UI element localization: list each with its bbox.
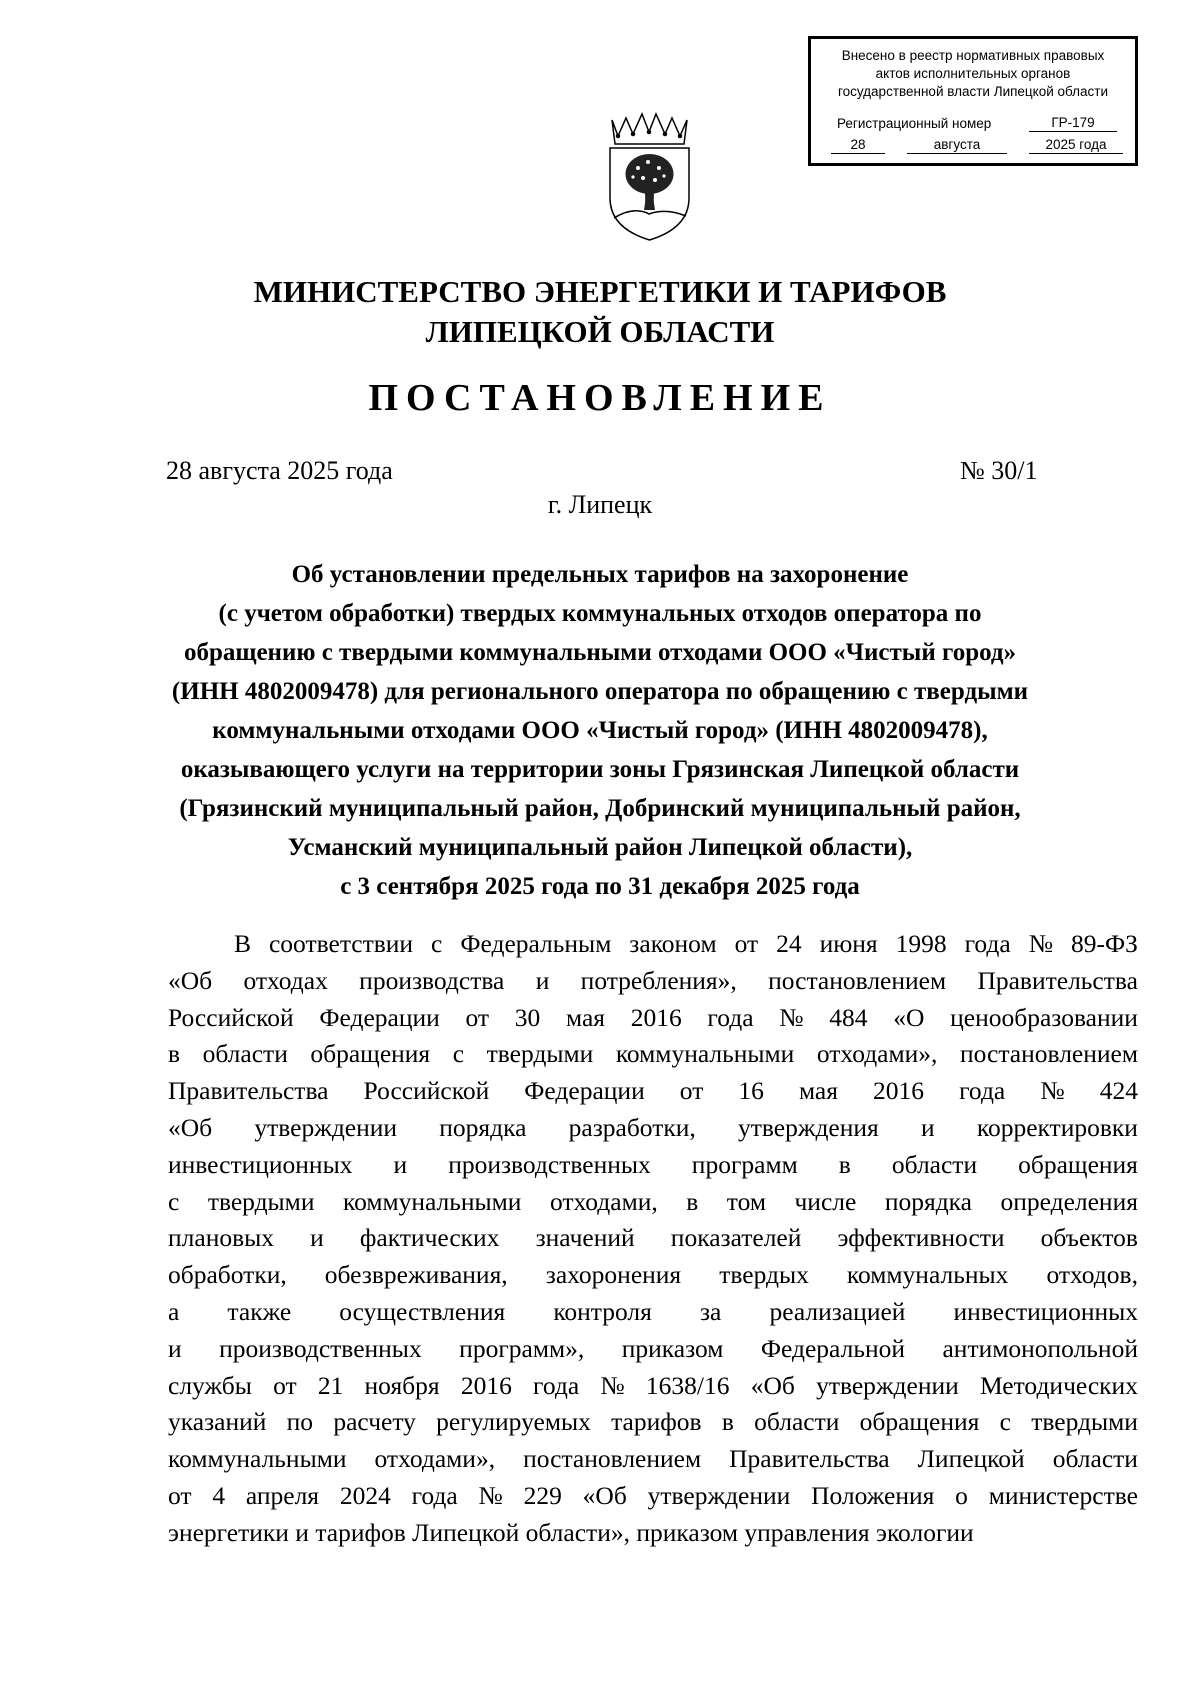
body-word: объектов (1040, 1223, 1138, 1253)
body-word: мая (798, 1076, 838, 1106)
body-word: производственных (219, 1333, 422, 1363)
body-word: Федерации (524, 1076, 645, 1106)
body-word: порядка (884, 1186, 972, 1216)
body-line (168, 1404, 1138, 1441)
body-word: 424 (1099, 1076, 1138, 1106)
body-word: за (699, 1296, 722, 1326)
body-word: от (679, 1076, 704, 1106)
body-line (168, 1478, 1138, 1515)
body-word: В (234, 929, 252, 958)
body-word: также (227, 1296, 292, 1326)
body-word: и (168, 1333, 182, 1363)
registry-stamp (808, 36, 1138, 166)
body-word: значений (535, 1223, 635, 1253)
body-word: о (955, 1480, 968, 1510)
body-line (168, 1220, 1138, 1257)
body-word: обращения (859, 1407, 980, 1437)
body-word: и (535, 965, 550, 995)
body-word: осуществления (339, 1296, 506, 1326)
body-word: с (452, 1039, 465, 1069)
body-word: твердыми (207, 1186, 315, 1216)
body-word: 2016 (460, 1370, 512, 1400)
body-word: тарифов (611, 1407, 702, 1437)
body-word: 2016 (630, 1002, 682, 1032)
body-word: реализацией (769, 1296, 906, 1326)
body-word: 484 (829, 1002, 868, 1032)
body-word: производства (359, 965, 505, 995)
body-word: коммунальных (846, 1260, 1009, 1290)
body-word: № (478, 1480, 503, 1510)
body-word: года (959, 1076, 1006, 1106)
body-word: «О (893, 1002, 925, 1032)
body-word: в (686, 1186, 699, 1216)
body-word: ноября (364, 1370, 440, 1400)
body-word: числе (794, 1186, 857, 1216)
body-word: № (779, 1002, 804, 1032)
stamp-month: августа (907, 137, 1007, 154)
body-line (168, 1441, 1138, 1478)
body-word: по (286, 1407, 314, 1437)
body-word: программ (691, 1149, 798, 1179)
body-line (168, 1147, 1138, 1184)
body-word: указаний (168, 1407, 267, 1437)
body-word: № (600, 1370, 625, 1400)
body-word: утверждения (737, 1112, 879, 1142)
body-line (168, 1000, 1138, 1037)
body-line (168, 1184, 1138, 1221)
body-word: обращения (310, 1039, 431, 1069)
subject-line: (ИНН 4802009478) для регионального оператора по обращению с твердыми (171, 678, 1029, 705)
body-word: а (168, 1296, 180, 1326)
stamp-line-2: актов исполнительных органов (875, 66, 1071, 81)
body-word: в (168, 1039, 181, 1069)
decree-number: № 30/1 (960, 456, 1038, 485)
body-word: года (533, 1370, 580, 1400)
body-word: и (310, 1223, 324, 1253)
body-word: фактических (359, 1223, 500, 1253)
ministry-name-line-2: ЛИПЕЦКОЙ ОБЛАСТИ (425, 314, 775, 349)
decree-subject (150, 555, 1050, 906)
subject-line: Усманский муниципальный район Липецкой области), (287, 834, 913, 861)
body-word: апреля (245, 1480, 320, 1510)
body-word: Липецкой (917, 1444, 1025, 1474)
decree-city: г. Липецк (547, 490, 653, 519)
body-word: года (964, 929, 1011, 958)
body-word: отходами, (549, 1186, 658, 1216)
body-word: постановлением (768, 965, 947, 995)
body-word: утверждении (816, 1370, 959, 1400)
body-word: № (1040, 1076, 1065, 1106)
body-word: с (999, 1407, 1011, 1437)
body-word: обработки, (168, 1260, 287, 1290)
body-word: министерстве (988, 1480, 1138, 1510)
body-word: 1998 (895, 929, 947, 958)
body-word: Методических (979, 1370, 1138, 1400)
ministry-name (0, 272, 1200, 352)
body-word: области (202, 1039, 288, 1069)
body-word: обезвреживания, (324, 1260, 508, 1290)
body-word: Положения (811, 1480, 935, 1510)
body-word: 4 (212, 1480, 226, 1510)
body-word: с (168, 1186, 180, 1216)
body-word: службы (168, 1370, 252, 1400)
subject-line: (с учетом обработки) твердых коммунальных отходов оператора по (218, 600, 982, 627)
body-word: отходами», (816, 1039, 938, 1069)
body-word: Правительства (168, 1076, 329, 1106)
body-word: законом (629, 929, 717, 958)
body-word: определения (1000, 1186, 1138, 1216)
body-word: потребления», (580, 965, 737, 995)
body-line (168, 1368, 1138, 1405)
body-word: «Об (168, 965, 213, 995)
body-line (168, 963, 1138, 1000)
subject-line: с 3 сентября 2025 года по 31 декабря 2025 года (340, 873, 860, 900)
body-line: энергетики и тарифов Липецкой области», приказом управления экологии (168, 1517, 974, 1547)
body-word: отходах (243, 965, 328, 995)
stamp-day: 28 (831, 137, 885, 154)
body-word: 16 (738, 1076, 764, 1106)
body-word: отходов, (1046, 1260, 1138, 1290)
body-word: соответствии (268, 929, 414, 958)
body-word: области (754, 1407, 840, 1437)
body-word: программ», (459, 1333, 585, 1363)
body-word: контроля (553, 1296, 652, 1326)
body-word: от (168, 1480, 192, 1510)
body-word: ценообразовании (950, 1002, 1138, 1032)
body-word: от (465, 1002, 490, 1032)
body-word: от (273, 1370, 297, 1400)
body-word: твердых (719, 1260, 809, 1290)
decree-type-heading: ПОСТАНОВЛЕНИЕ (368, 377, 832, 419)
body-word: Федеральным (460, 929, 612, 958)
ministry-name-line-1: МИНИСТЕРСТВО ЭНЕРГЕТИКИ И ТАРИФОВ (253, 274, 947, 309)
body-word: 229 (523, 1480, 562, 1510)
body-word: мая (565, 1002, 605, 1032)
stamp-registration-label: Регистрационный номер (837, 116, 992, 131)
body-word: Федерации (319, 1002, 440, 1032)
coat-of-arms-icon (602, 110, 697, 245)
body-word: инвестиционных (168, 1149, 353, 1179)
body-word: отходами», (374, 1444, 496, 1474)
body-word: антимонопольной (942, 1333, 1138, 1363)
body-word: «Об (168, 1112, 213, 1142)
body-word: 21 (317, 1370, 344, 1400)
body-line (168, 1036, 1138, 1073)
stamp-line-1: Внесено в реестр нормативных правовых (841, 48, 1105, 63)
body-word: утверждении (254, 1112, 398, 1142)
subject-line: оказывающего услуги на территории зоны Грязинская Липецкой области (180, 756, 1020, 783)
stamp-registration-number: ГР-179 (1029, 115, 1117, 132)
body-word: 24 (776, 929, 802, 958)
body-word: и (393, 1149, 408, 1179)
body-word: постановлением (959, 1039, 1138, 1069)
body-word: твердыми (1031, 1407, 1138, 1437)
body-word: утверждении (647, 1480, 791, 1510)
body-word: обращения (1018, 1149, 1138, 1179)
body-word: разработки, (568, 1112, 696, 1142)
body-word: захоронения (545, 1260, 682, 1290)
body-word: «Об (750, 1370, 795, 1400)
body-word: эффективности (837, 1223, 1005, 1253)
body-word: коммунальными (168, 1444, 347, 1474)
subject-line: обращению с твердыми коммунальными отходами ООО «Чистый город» (183, 639, 1017, 666)
body-word: июня (819, 929, 878, 958)
body-word: инвестиционных (953, 1296, 1138, 1326)
body-word: плановых (168, 1223, 275, 1253)
decree-date: 28 августа 2025 года (166, 456, 393, 485)
body-word: регулируемых (436, 1407, 591, 1437)
stamp-line-3: государственной власти Липецкой области (837, 84, 1109, 99)
body-word: коммунальными (615, 1039, 795, 1069)
body-word: с (431, 929, 443, 958)
body-word: 1638/16 (645, 1370, 730, 1400)
body-line (168, 1073, 1138, 1110)
body-word: «Об (582, 1480, 627, 1510)
body-word: от (734, 929, 759, 958)
subject-line: Об установлении предельных тарифов на захоронение (291, 561, 909, 588)
body-line (168, 1294, 1138, 1331)
body-word: в (838, 1149, 851, 1179)
body-line (168, 926, 1138, 963)
body-word: том (726, 1186, 766, 1216)
body-word: 2016 (873, 1076, 925, 1106)
body-word: года (411, 1480, 458, 1510)
body-word: 2024 (339, 1480, 391, 1510)
stamp-year: 2025 года (1029, 137, 1123, 154)
body-word: года (707, 1002, 754, 1032)
body-line (168, 1331, 1138, 1368)
body-word: постановлением (523, 1444, 702, 1474)
body-word: Правительства (977, 965, 1138, 995)
body-word: 30 (514, 1002, 541, 1032)
body-word: в (721, 1407, 734, 1437)
body-word: 89-ФЗ (1071, 929, 1138, 958)
subject-line: коммунальными отходами ООО «Чистый город» (ИНН 4802009478), (212, 717, 988, 744)
body-word: области (1052, 1444, 1138, 1474)
body-line (168, 1257, 1138, 1294)
body-word: корректировки (976, 1112, 1138, 1142)
body-word: Российской (168, 1002, 294, 1032)
body-word: Правительства (729, 1444, 890, 1474)
body-word: порядка (439, 1112, 527, 1142)
body-word: показателей (670, 1223, 802, 1253)
decree-body (168, 926, 1138, 1552)
body-word: Российской (363, 1076, 490, 1106)
body-word: твердыми (486, 1039, 594, 1069)
subject-line: (Грязинский муниципальный район, Добринский муниципальный район, (179, 795, 1021, 822)
body-word: приказом (621, 1333, 724, 1363)
body-word: коммунальными (342, 1186, 522, 1216)
body-word: производственных (448, 1149, 651, 1179)
body-word: № (1028, 929, 1054, 958)
body-line (168, 1110, 1138, 1147)
body-word: и (920, 1112, 935, 1142)
body-word: области (891, 1149, 978, 1179)
body-word: расчету (333, 1407, 416, 1437)
body-word: Федеральной (760, 1333, 906, 1363)
